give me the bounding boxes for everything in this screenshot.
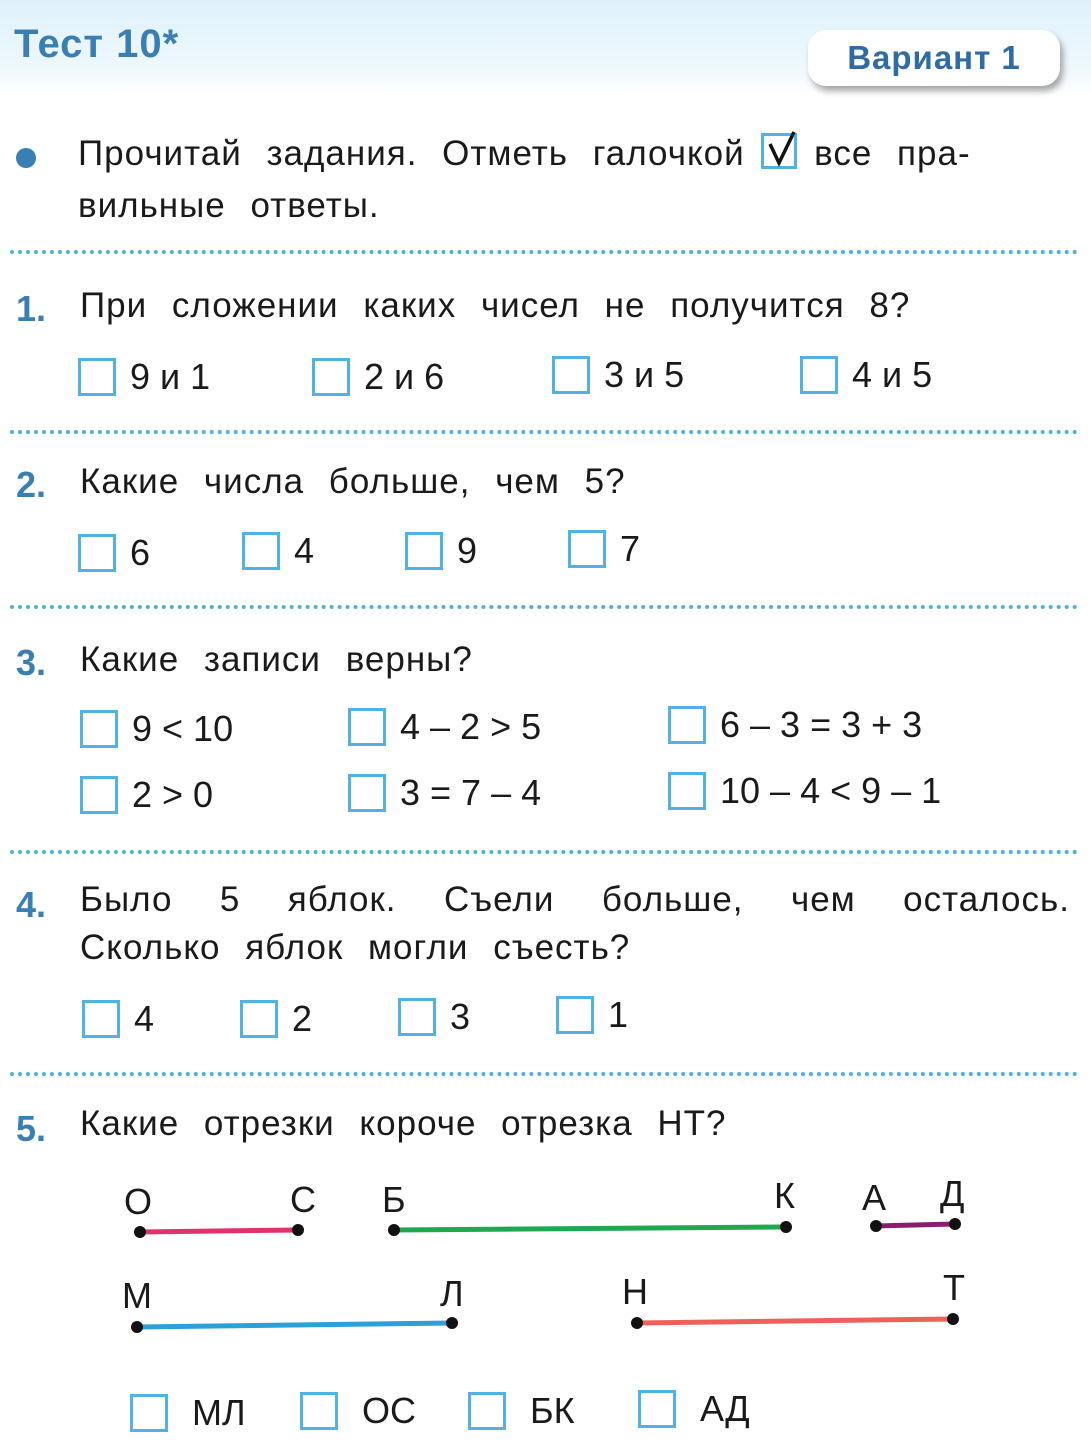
point-b (388, 1224, 400, 1236)
q3-option-5[interactable]: 3 = 7 – 4 (348, 772, 541, 814)
instructions-text-2: все пра- (814, 134, 971, 173)
variant-badge: Вариант 1 (808, 30, 1060, 86)
question-3-number: 3. (16, 642, 47, 683)
point-t (947, 1313, 959, 1325)
q2-option-4[interactable]: 7 (568, 528, 640, 570)
question-3-text: Какие записи верны? (80, 640, 473, 679)
q3-option-3[interactable]: 6 – 3 = 3 + 3 (668, 704, 922, 746)
label-d: Д (940, 1173, 965, 1214)
label-l: Л (440, 1273, 464, 1314)
checkbox[interactable] (638, 1390, 676, 1428)
q5-option-1[interactable]: МЛ (130, 1392, 246, 1434)
checkbox[interactable] (468, 1392, 506, 1430)
label-n: Н (622, 1271, 648, 1312)
label-s: С (290, 1179, 316, 1220)
label-a: А (862, 1177, 887, 1218)
question-5-text: Какие отрезки короче отрезка НТ? (80, 1104, 727, 1143)
question-4-number: 4. (16, 884, 47, 925)
q4-option-3[interactable]: 3 (398, 996, 470, 1038)
segment-os (140, 1230, 298, 1232)
q3-option-6[interactable]: 10 – 4 < 9 – 1 (668, 770, 941, 812)
point-m (131, 1321, 143, 1333)
instructions-text-3: вильные ответы. (78, 186, 380, 225)
segment-bk (394, 1227, 786, 1230)
question-2-number: 2. (16, 464, 47, 505)
point-a (870, 1220, 882, 1232)
point-d (949, 1218, 961, 1230)
q5-option-3[interactable]: БК (468, 1390, 575, 1432)
q5-option-2[interactable]: ОС (300, 1390, 416, 1432)
segment-nt (637, 1319, 953, 1323)
instructions-text-1: Прочитай задания. Отметь галочкой (78, 134, 745, 173)
q5-option-4[interactable]: АД (638, 1388, 750, 1430)
q1-option-2[interactable]: 2 и 6 (312, 356, 444, 398)
q1-option-1[interactable]: 9 и 1 (78, 356, 210, 398)
segment-ml (137, 1323, 452, 1327)
point-o (134, 1226, 146, 1238)
q1-option-4[interactable]: 4 и 5 (800, 354, 932, 396)
q4-option-1[interactable]: 4 (82, 998, 154, 1040)
label-b: Б (382, 1179, 406, 1220)
point-k (780, 1221, 792, 1233)
question-4-text-line2: Сколько яблок могли съесть? (80, 928, 631, 967)
label-m: М (122, 1275, 152, 1316)
point-n (631, 1317, 643, 1329)
checkbox[interactable] (300, 1392, 338, 1430)
point-l (446, 1317, 458, 1329)
test-title: Тест 10* (14, 22, 180, 66)
question-1-text: При сложении каких чисел не получится 8? (80, 286, 911, 325)
q2-option-1[interactable]: 6 (78, 532, 150, 574)
q2-option-3[interactable]: 9 (405, 530, 477, 572)
question-5-number: 5. (16, 1108, 47, 1149)
label-o: О (124, 1181, 153, 1222)
question-2-text: Какие числа больше, чем 5? (80, 462, 626, 501)
q4-option-4[interactable]: 1 (556, 994, 628, 1036)
q4-option-2[interactable]: 2 (240, 998, 312, 1040)
label-k: К (774, 1175, 795, 1216)
segment-ad (876, 1224, 955, 1226)
q2-option-2[interactable]: 4 (242, 530, 314, 572)
checkbox[interactable] (130, 1394, 168, 1432)
q3-option-1[interactable]: 9 < 10 (80, 708, 233, 750)
q3-option-2[interactable]: 4 – 2 > 5 (348, 706, 541, 748)
label-t: Т (943, 1267, 965, 1308)
question-4-text: Было 5 яблок. Съели больше, чем осталось. (80, 880, 1070, 919)
point-s (292, 1224, 304, 1236)
q3-option-4[interactable]: 2 > 0 (80, 774, 213, 816)
q1-option-3[interactable]: 3 и 5 (552, 354, 684, 396)
question-1-number: 1. (16, 288, 47, 329)
